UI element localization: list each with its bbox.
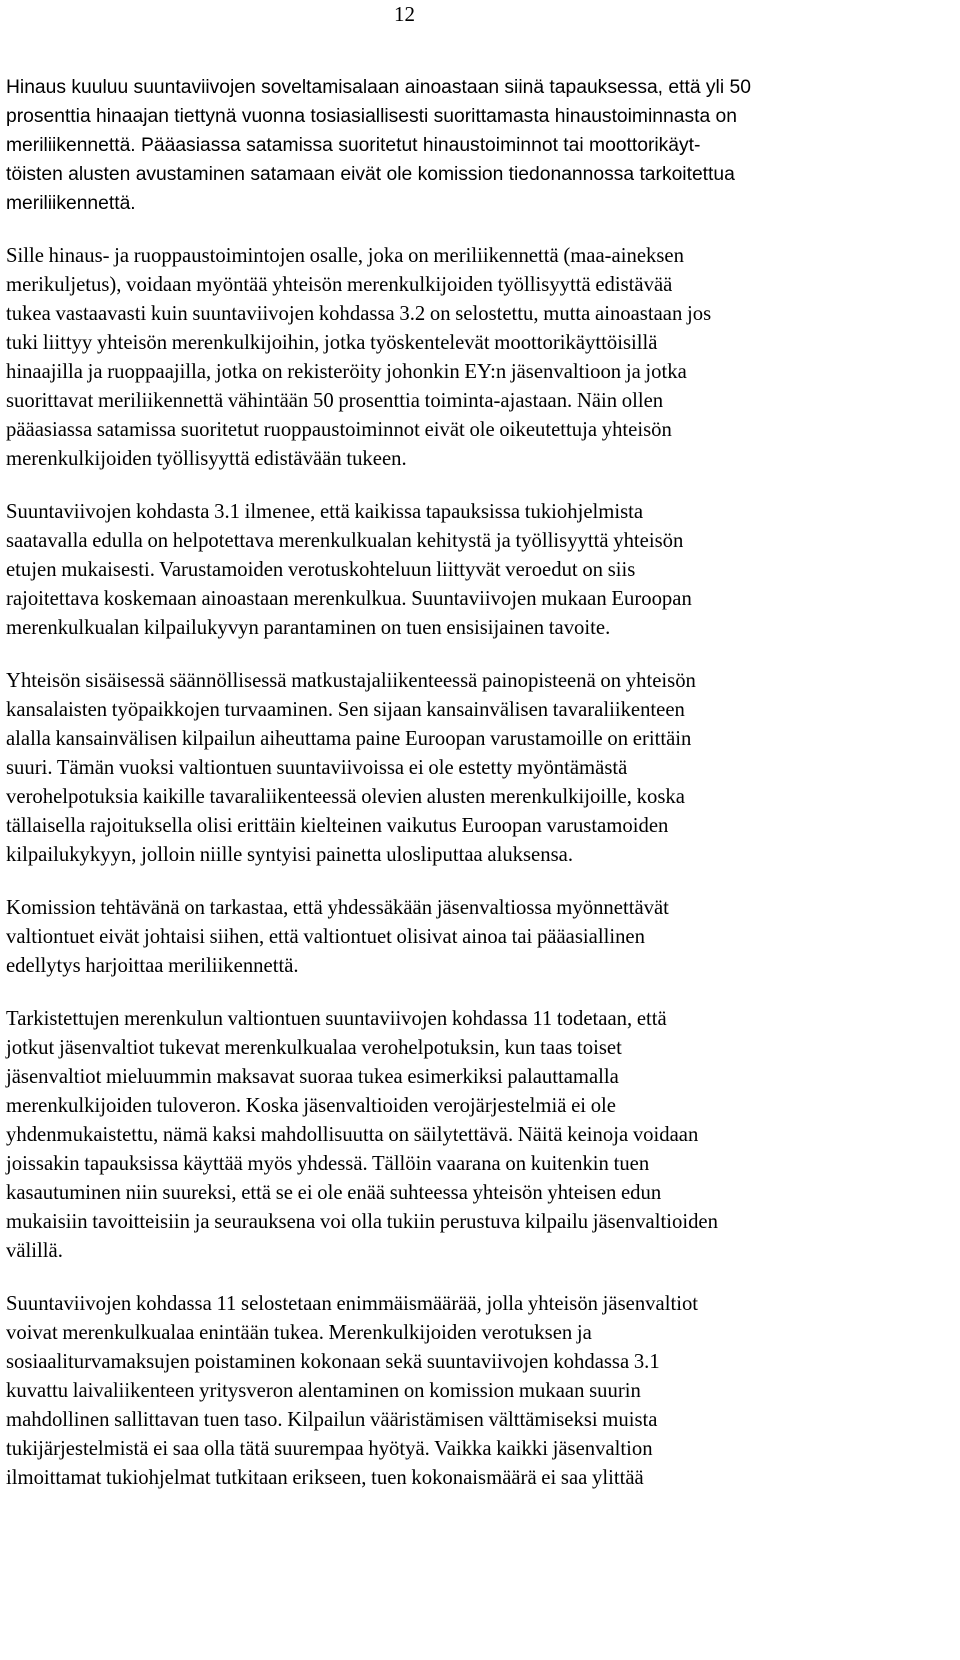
text-line: valtiontuet eivät johtaisi siihen, että valtiontuet olisivat ainoa tai pääasiallinen <box>6 926 645 948</box>
text-line: tällaisella rajoituksella olisi erittäin kielteinen vaikutus Euroopan varustamoiden <box>6 815 669 837</box>
text-line: joissakin tapauksissa käyttää myös yhdessä. Tällöin vaarana on kuitenkin tuen <box>6 1153 650 1175</box>
text-line: pääasiassa satamissa suoritetut ruoppaustoiminnot eivät ole oikeutettuja yhteisön <box>6 419 672 441</box>
text-line: meriliikennettä. Pääasiassa satamissa suoritetut hinaustoiminnot tai moottorikäyt- <box>6 135 701 156</box>
text-line: Hinaus kuuluu suuntaviivojen soveltamisalaan ainoastaan siinä tapauksessa, että yli 50 <box>6 77 751 98</box>
text-line: Sille hinaus- ja ruoppaustoimintojen osalle, joka on meriliikennettä (maa-aineksen <box>6 245 684 267</box>
text-line: voivat merenkulkualaa enintään tukea. Merenkulkijoiden verotuksen ja <box>6 1322 592 1344</box>
text-line: rajoitettava koskemaan ainoastaan merenkulkua. Suuntaviivojen mukaan Euroopan <box>6 588 692 610</box>
text-line: merikuljetus), voidaan myöntää yhteisön merenkulkijoiden työllisyyttä edistävää <box>6 274 673 296</box>
text-line: kansalaisten työpaikkojen turvaaminen. Sen sijaan kansainvälisen tavaraliikenteen <box>6 699 685 721</box>
paragraph-passenger-traffic <box>6 667 924 870</box>
text-line: Yhteisön sisäisessä säännöllisessä matkustajaliikenteessä painopisteenä on yhteisön <box>6 670 696 692</box>
text-line: merenkulkijoiden työllisyyttä edistävään tukeen. <box>6 448 407 470</box>
text-line: tukea vastaavasti kuin suuntaviivojen kohdassa 3.2 on selostettu, mutta ainoastaan jos <box>6 303 712 325</box>
text-line: merenkulkijoiden tuloveron. Koska jäsenvaltioiden verojärjestelmiä ei ole <box>6 1095 616 1117</box>
paragraph-dredging <box>6 242 924 474</box>
text-line: meriliikennettä. <box>6 193 136 214</box>
text-line: tukijärjestelmistä ei saa olla tätä suurempaa hyötyä. Vaikka kaikki jäsenvaltion <box>6 1438 653 1460</box>
text-line: etujen mukaisesti. Varustamoiden verotuskohteluun liittyvät veroedut on siis <box>6 559 636 581</box>
text-line: töisten alusten avustaminen satamaan eivät ole komission tiedonannossa tarkoitettua <box>6 164 735 185</box>
text-line: yhdenmukaistettu, nämä kaksi mahdollisuutta on säilytettävä. Näitä keinoja voidaan <box>6 1124 699 1146</box>
text-line: kasautuminen niin suureksi, että se ei ole enää suhteessa yhteisön yhteisen edun <box>6 1182 662 1204</box>
text-line: kuvattu laivaliikenteen yritysveron alentaminen on komission mukaan suurin <box>6 1380 641 1402</box>
text-line: verohelpotuksia kaikille tavaraliikenteessä olevien alusten merenkulkijoille, koska <box>6 786 685 808</box>
paragraph-section-11 <box>6 1005 924 1266</box>
paragraph-commission-task <box>6 894 924 981</box>
text-line: mahdollinen sallittavan tuen taso. Kilpailun vääristämisen välttämiseksi muista <box>6 1409 658 1431</box>
text-line: Tarkistettujen merenkulun valtiontuen suuntaviivojen kohdassa 11 todetaan, että <box>6 1008 667 1030</box>
text-line: tuki liittyy yhteisön merenkulkijoihin, jotka työskentelevät moottorikäyttöisillä <box>6 332 658 354</box>
text-line: Suuntaviivojen kohdasta 3.1 ilmenee, että kaikissa tapauksissa tukiohjelmista <box>6 501 644 523</box>
text-line: suuri. Tämän vuoksi valtiontuen suuntaviivoissa ei ole estetty myöntämästä <box>6 757 628 779</box>
page-number: 12 <box>394 2 415 26</box>
text-line: alalla kansainvälisen kilpailun aiheuttama paine Euroopan varustamoille on erittäin <box>6 728 692 750</box>
text-line: hinaajilla ja ruoppaajilla, jotka on rekisteröity johonkin EY:n jäsenvaltioon ja jotka <box>6 361 687 383</box>
text-line: saatavalla edulla on helpotettava merenkulkualan kehitystä ja työllisyyttä yhteisön <box>6 530 684 552</box>
text-line: suorittavat meriliikennettä vähintään 50 prosenttia toiminta-ajastaan. Näin ollen <box>6 390 664 412</box>
text-line: jäsenvaltiot mieluummin maksavat suoraa tukea esimerkiksi palauttamalla <box>6 1066 619 1088</box>
text-line: ilmoittamat tukiohjelmat tutkitaan erikseen, tuen kokonaismäärä ei saa ylittää <box>6 1467 644 1489</box>
text-line: välillä. <box>6 1240 63 1262</box>
text-line: jotkut jäsenvaltiot tukevat merenkulkualaa verohelpotuksin, kun taas toiset <box>6 1037 622 1059</box>
text-line: mukaisiin tavoitteisiin ja seurauksena voi olla tukiin perustuva kilpailu jäsenvaltioiden <box>6 1211 718 1233</box>
text-line: merenkulkualan kilpailukyvyn parantaminen on tuen ensisijainen tavoite. <box>6 617 611 639</box>
text-line: sosiaaliturvamaksujen poistaminen kokonaan sekä suuntaviivojen kohdassa 3.1 <box>6 1351 660 1373</box>
text-line: kilpailukykyyn, jolloin niille syntyisi painetta ulosliputtaa aluksensa. <box>6 844 573 866</box>
text-line: Suuntaviivojen kohdassa 11 selostetaan enimmäismäärää, jolla yhteisön jäsenvaltiot <box>6 1293 699 1315</box>
paragraph-max-aid <box>6 1290 924 1493</box>
text-line: prosenttia hinaajan tiettynä vuonna tosiasiallisesti suorittamasta hinaustoiminnasta on <box>6 106 737 127</box>
text-line: edellytys harjoittaa meriliikennettä. <box>6 955 299 977</box>
paragraph-guidelines-3-1 <box>6 498 924 643</box>
paragraph-towing-scope <box>6 73 924 218</box>
document-body <box>6 73 924 1517</box>
text-line: Komission tehtävänä on tarkastaa, että yhdessäkään jäsenvaltiossa myönnettävät <box>6 897 669 919</box>
